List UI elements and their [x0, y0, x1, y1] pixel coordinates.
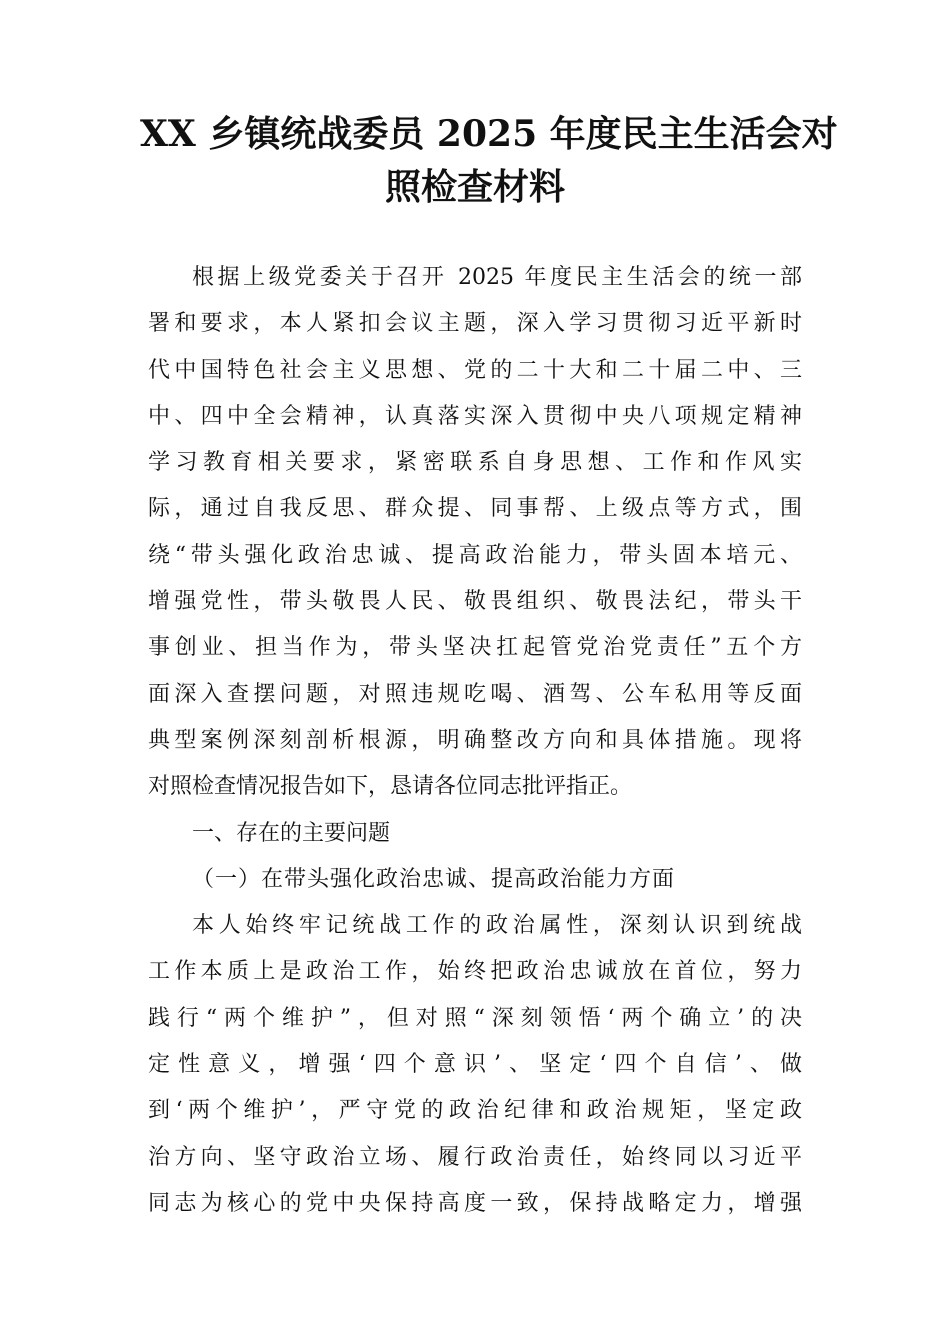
- paragraph-line: 代中国特色社会主义思想、党的二十大和二十届二中、三: [148, 357, 802, 383]
- document-title: [140, 108, 838, 214]
- intro-paragraph: [148, 255, 802, 811]
- paragraph-line: 对照检查情况报告如下，恳请各位同志批评指正。: [148, 774, 633, 800]
- title-line-2: 照检查材料: [384, 166, 565, 208]
- paragraph-line: 定性意义，增强‘四个意识’、坚定‘四个自信’、做: [148, 1052, 802, 1078]
- subsection-heading-1: （一）在带头强化政治忠诚、提高政治能力方面: [192, 866, 676, 892]
- section1-paragraph: [148, 903, 802, 1227]
- paragraph-line: 中、四中全会精神，认真落实深入贯彻中央八项规定精神: [148, 403, 802, 429]
- paragraph-line: 署和要求，本人紧扣会议主题，深入学习贯彻习近平新时: [148, 311, 802, 337]
- paragraph-line: 本人始终牢记统战工作的政治属性，深刻认识到统战: [192, 913, 802, 939]
- paragraph-line: 学习教育相关要求，紧密联系自身思想、工作和作风实: [148, 450, 802, 476]
- paragraph-line: 同志为核心的党中央保持高度一致，保持战略定力，增强: [148, 1190, 802, 1216]
- title-line-1: XX 乡镇统战委员 2025 年度民主生活会对: [140, 113, 838, 155]
- paragraph-line: 根据上级党委关于召开 2025 年度民主生活会的统一部: [192, 265, 802, 290]
- paragraph-line: 治方向、坚守政治立场、履行政治责任，始终同以习近平: [148, 1144, 802, 1170]
- paragraph-line: 面深入查摆问题，对照违规吃喝、酒驾、公车私用等反面: [148, 681, 802, 707]
- paragraph-line: 践行“两个维护”，但对照“深刻领悟‘两个确立’的决: [148, 1005, 802, 1031]
- section-heading-1: 一、存在的主要问题: [192, 820, 391, 846]
- paragraph-line: 事创业、担当作为，带头坚决扛起管党治党责任”五个方: [148, 635, 802, 661]
- document-body: [148, 255, 802, 1227]
- paragraph-line: 际，通过自我反思、群众提、同事帮、上级点等方式，围: [148, 496, 802, 522]
- paragraph-line: 增强党性，带头敬畏人民、敬畏组织、敬畏法纪，带头干: [148, 589, 802, 615]
- paragraph-line: 绕“带头强化政治忠诚、提高政治能力，带头固本培元、: [148, 542, 802, 568]
- paragraph-line: 到‘两个维护’，严守党的政治纪律和政治规矩，坚定政: [148, 1098, 802, 1124]
- paragraph-line: 工作本质上是政治工作，始终把政治忠诚放在首位，努力: [148, 959, 802, 985]
- paragraph-line: 典型案例深刻剖析根源，明确整改方向和具体措施。现将: [148, 727, 802, 753]
